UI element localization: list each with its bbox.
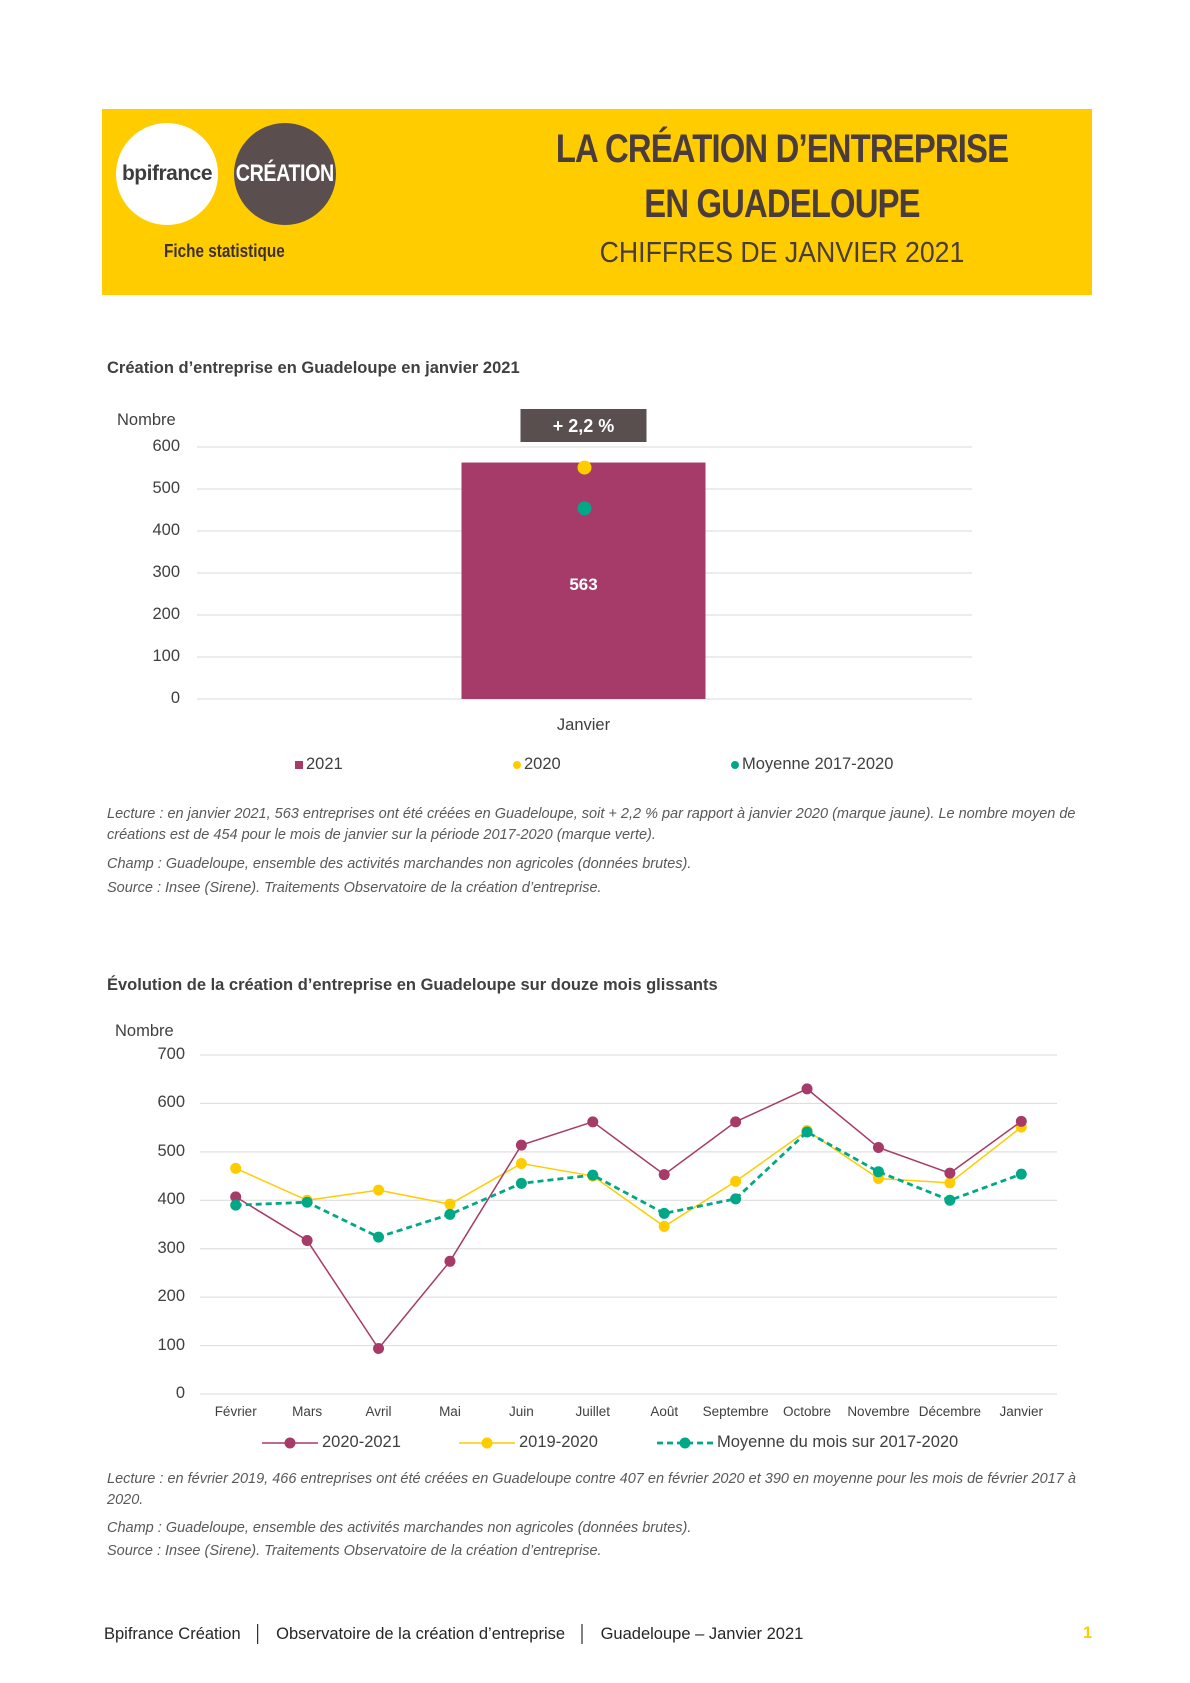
footer-brand: Bpifrance Création [104, 1625, 241, 1643]
data-point [944, 1195, 955, 1206]
data-point [730, 1116, 741, 1127]
y-tick-label: 400 [152, 521, 180, 539]
x-tick-label: Août [650, 1404, 679, 1419]
x-tick-label: Septembre [702, 1404, 769, 1419]
chart1-note-lecture: Lecture : en janvier 2021, 563 entreprises ont été créées en Guadeloupe, soit + 2,2 % par rapport à janvier 2020 (marque jaune). Le nombre moyen de créations est de 454 pour le mois de janvier sur la période 2017-2020 (marque verte). [107, 806, 1076, 843]
footer-period: Guadeloupe – Janvier 2021 [600, 1625, 804, 1643]
chart2-title: Évolution de la création d’entreprise en Guadeloupe sur douze mois glissants [107, 976, 718, 994]
series-line-2020-2021 [236, 1089, 1022, 1349]
legend-item [459, 1433, 598, 1452]
x-tick-label: Juillet [575, 1404, 611, 1419]
data-point [659, 1221, 670, 1232]
footer-separator: │ [253, 1625, 264, 1643]
data-point [873, 1142, 884, 1153]
page-title-line2: EN GUADELOUPE [644, 182, 920, 226]
page-number: 1 [1083, 1624, 1093, 1642]
legend-label: 2020 [524, 755, 561, 773]
legend-line-marker-icon [262, 1436, 318, 1450]
data-point [944, 1168, 955, 1179]
legend-item [657, 1433, 958, 1452]
data-point [659, 1208, 670, 1219]
data-point [944, 1177, 955, 1188]
chart2-note-lecture: Lecture : en février 2019, 466 entreprises ont été créées en Guadeloupe contre 407 en février 2020 et 390 en moyenne pour les mois de février 2017 à 2020. [107, 1471, 1076, 1508]
x-tick-label: Janvier [556, 716, 611, 734]
y-tick-label: 600 [157, 1093, 185, 1112]
bpifrance-logo-text: bpifrance [121, 162, 213, 185]
data-point [587, 1170, 598, 1181]
legend-line-marker-icon [657, 1436, 713, 1450]
chart2-ylabel: Nombre [115, 1022, 174, 1040]
y-tick-label: 200 [157, 1287, 185, 1306]
data-point [230, 1163, 241, 1174]
bar-data-label: 563 [569, 575, 598, 594]
y-tick-label: 300 [152, 563, 180, 581]
y-tick-label: 500 [152, 479, 180, 497]
data-point [730, 1176, 741, 1187]
data-point [802, 1083, 813, 1094]
y-tick-label: 700 [157, 1045, 185, 1063]
y-tick-label: 500 [157, 1141, 185, 1160]
data-point [730, 1193, 741, 1204]
x-tick-label: Mai [439, 1404, 461, 1419]
y-tick-label: 100 [157, 1335, 185, 1354]
chart1-note-champ: Champ : Guadeloupe, ensemble des activités marchandes non agricoles (données brutes). [107, 856, 692, 872]
chart1-ylabel: Nombre [117, 411, 176, 429]
footer [104, 1625, 803, 1644]
y-tick-label: 0 [170, 689, 180, 707]
x-tick-label: Décembre [918, 1404, 982, 1419]
data-point [373, 1185, 384, 1196]
data-point [444, 1256, 455, 1267]
data-point [230, 1200, 241, 1211]
data-point [873, 1166, 884, 1177]
y-tick-label: 300 [157, 1238, 185, 1257]
x-tick-label: Octobre [783, 1404, 832, 1419]
y-tick-label: 400 [157, 1190, 185, 1209]
data-point [802, 1127, 813, 1138]
data-point [659, 1169, 670, 1180]
chart1-title: Création d’entreprise en Guadeloupe en janvier 2021 [107, 359, 520, 377]
x-tick-label: Avril [365, 1404, 392, 1419]
data-point [1016, 1169, 1027, 1180]
footer-separator: │ [577, 1625, 588, 1643]
creation-logo-text: CRÉATION [235, 160, 335, 187]
data-point [1016, 1116, 1027, 1127]
legend-item [262, 1433, 401, 1452]
data-point [302, 1235, 313, 1246]
page-subtitle: CHIFFRES DE JANVIER 2021 [599, 237, 965, 269]
variation-badge-text: + 2,2 % [552, 416, 615, 436]
x-tick-label: Mars [292, 1404, 323, 1419]
y-tick-label: 600 [152, 437, 180, 455]
data-point [516, 1178, 527, 1189]
data-point [587, 1116, 598, 1127]
y-tick-label: 200 [152, 605, 180, 623]
fiche-label: Fiche statistique [164, 241, 285, 261]
x-tick-label: Janvier [999, 1404, 1044, 1419]
legend-label: Moyenne 2017-2020 [742, 755, 894, 773]
data-point [444, 1199, 455, 1210]
data-point [516, 1158, 527, 1169]
x-tick-label: Novembre [847, 1404, 910, 1419]
chart2-note-champ: Champ : Guadeloupe, ensemble des activités marchandes non agricoles (données brutes). [107, 1520, 692, 1536]
data-point [302, 1197, 313, 1208]
footer-observatoire: Observatoire de la création d’entreprise [276, 1625, 566, 1643]
x-tick-label: Février [214, 1404, 257, 1419]
series-line-2019-2020 [236, 1127, 1022, 1226]
legend-label: 2019-2020 [519, 1433, 598, 1451]
data-point [444, 1209, 455, 1220]
y-tick-label: 100 [152, 647, 180, 665]
chart2-note-source: Source : Insee (Sirene). Traitements Observatoire de la création d’entreprise. [107, 1543, 602, 1559]
x-tick-label: Juin [508, 1404, 534, 1419]
data-point [373, 1343, 384, 1354]
y-tick-label: 0 [175, 1384, 185, 1402]
data-point [516, 1140, 527, 1151]
chart1-note-source: Source : Insee (Sirene). Traitements Observatoire de la création d’entreprise. [107, 880, 602, 896]
legend-label: Moyenne du mois sur 2017-2020 [717, 1433, 959, 1451]
page-title-line1: LA CRÉATION D’ENTREPRISE [555, 127, 1009, 171]
legend-label: 2021 [306, 755, 343, 773]
legend-label: 2020-2021 [322, 1433, 401, 1451]
legend-line-marker-icon [459, 1436, 515, 1450]
data-point [373, 1232, 384, 1243]
